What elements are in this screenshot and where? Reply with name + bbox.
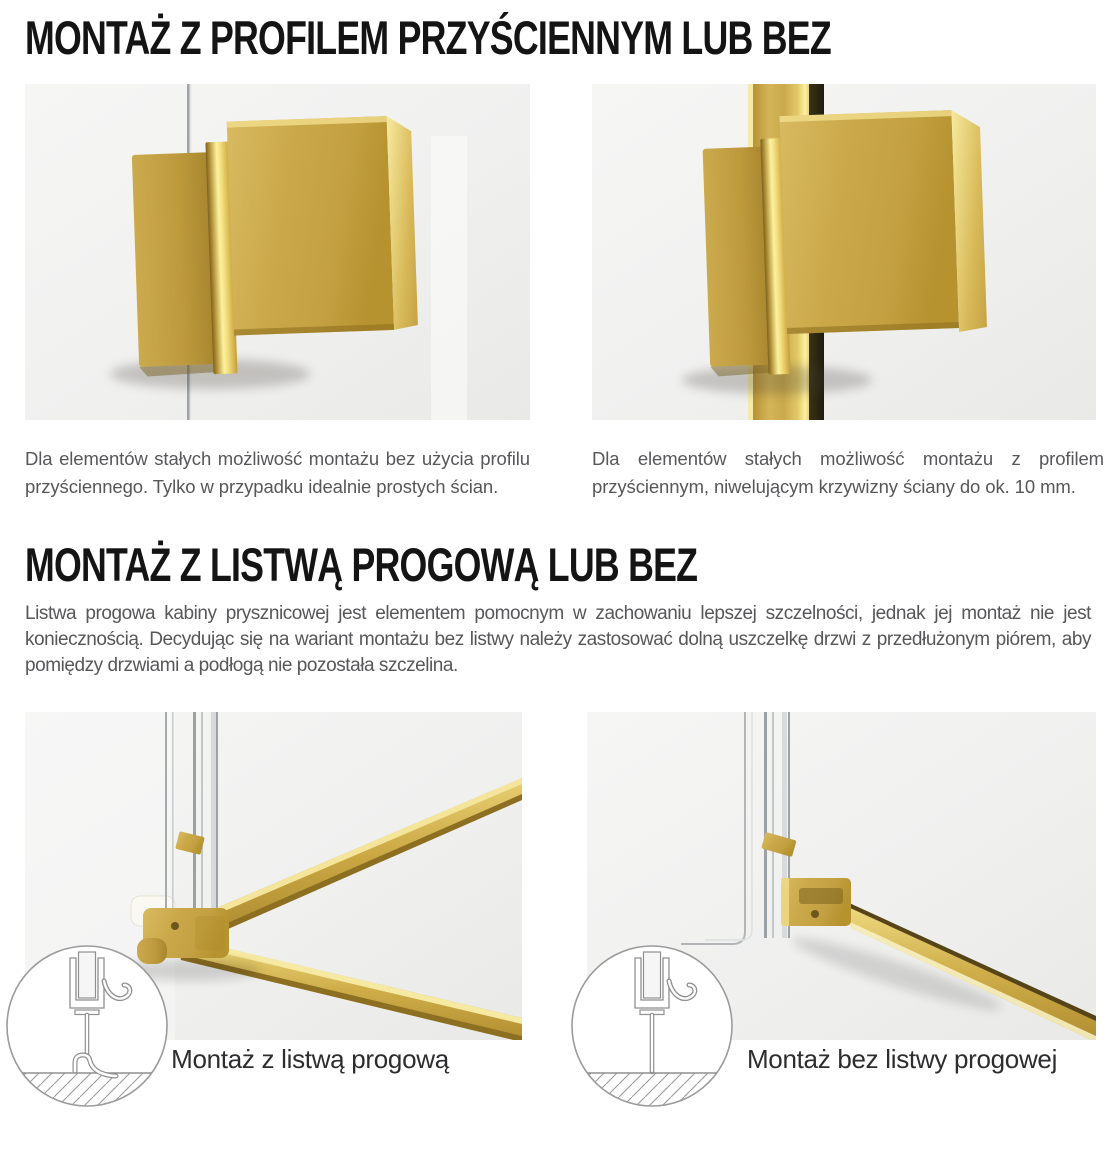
caption-with-threshold-strip: Montaż z listwą progową (171, 1044, 449, 1074)
caption-without-threshold-strip: Montaż bez listwy progowej (746, 1044, 1058, 1074)
section-threshold-paragraph: Listwa progowa kabiny prysznicowej jest elementem pomocnym w zachowaniu lepszej szczelności, jednak jej montaż nie jest koniecznością. Decydując się na wariant montażu bez listwy należy zastosować dolną uszczelkę drzwi z przedłużonym piórem, aby pomiędzy drzwiami a podłogą nie pozostała szczelina. (25, 603, 1091, 676)
glass-reflection (431, 136, 467, 420)
section-wall-profile-heading-text: MONTAŻ Z PROFILEM PRZYŚCIENNYM LUB BEZ (25, 11, 831, 64)
section-threshold-heading-text: MONTAŻ Z LISTWĄ PROGOWĄ LUB BEZ (25, 538, 698, 591)
photo-clamp-without-wall-profile-render (25, 84, 530, 420)
floor-hatching (571, 1073, 733, 1109)
floor-hatching (6, 1073, 168, 1109)
section-wall-profile-heading (25, 13, 1085, 62)
inset-seal-without-threshold-strip-render (567, 941, 737, 1111)
photo-clamp-without-wall-profile (25, 84, 530, 420)
photo-clamp-with-wall-profile-render (592, 84, 1096, 420)
inset-seal-with-threshold-strip-render (2, 941, 172, 1111)
photo-clamp-with-wall-profile (592, 84, 1096, 420)
caption-without-wall-profile: Dla elementów stałych możliwość montażu bez użycia profilu przyściennego. Tylko w przypadku idealnie prostych ścian. (25, 448, 530, 497)
section-threshold-heading (25, 540, 910, 589)
inset-seal-with-threshold-strip (2, 941, 172, 1111)
inset-seal-without-threshold-strip (567, 941, 737, 1111)
caption-with-wall-profile: Dla elementów stałych możliwość montażu z profilem przyściennym, niwelującym krzywizny ściany do ok. 10 mm. (592, 448, 1104, 497)
